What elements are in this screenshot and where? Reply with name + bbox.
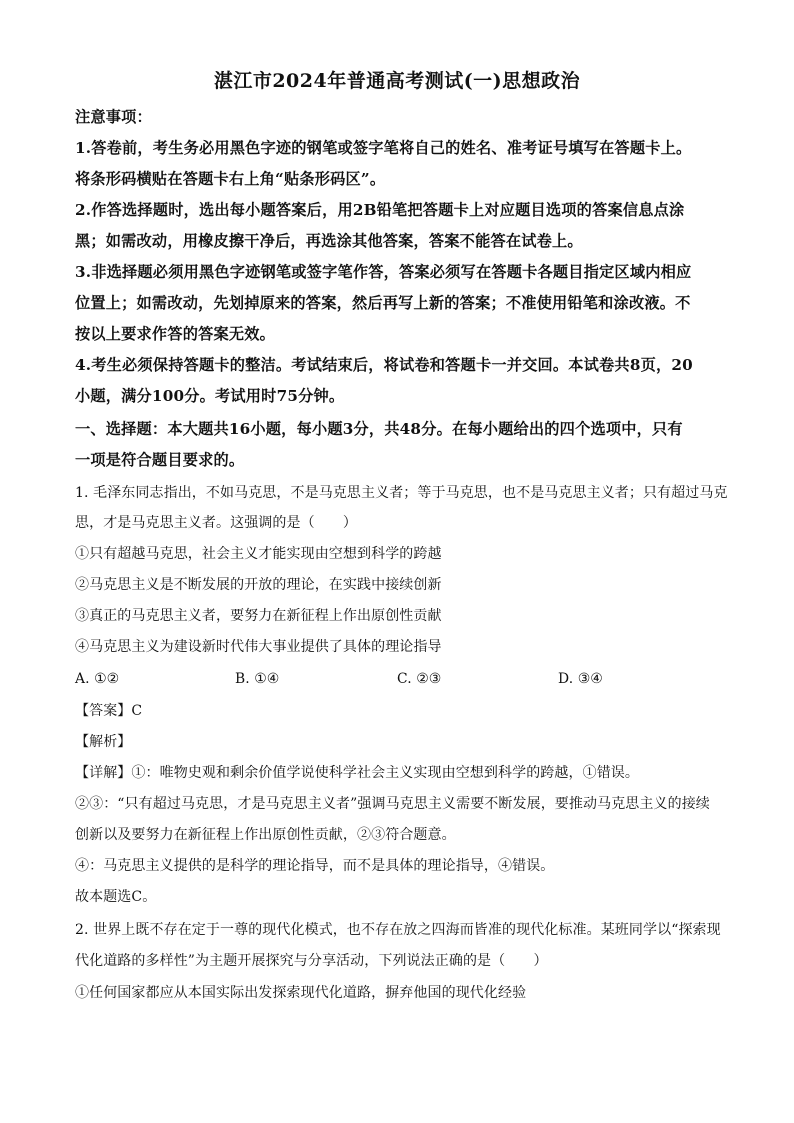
question-1-statement: ③真正的马克思主义者，要努力在新征程上作出原创性贡献 [75, 608, 442, 624]
question-2-stem: 代化道路的多样性”为主题开展探究与分享活动，下列说法正确的是（ ） [75, 953, 548, 969]
notice-line: 3.非选择题必须用黑色字迹钢笔或签字笔作答，答案必须写在答题卡各题目指定区域内相应 [75, 263, 692, 281]
answer-label: 【答案】C [75, 703, 143, 719]
notice-line: 小题，满分100分。考试用时75分钟。 [75, 387, 345, 405]
notice-line: 将条形码横贴在答题卡右上角“贴条形码区”。 [75, 170, 386, 188]
question-1-options [0, 668, 794, 690]
notice-line: 4.考生必须保持答题卡的整洁。考试结束后，将试卷和答题卡一并交回。本试卷共8页，20 [75, 356, 693, 374]
question-1-stem: 1. 毛泽东同志指出，不如马克思，不是马克思主义者；等于马克思，也不是马克思主义者；只有超过马克 [75, 485, 728, 501]
detail-line: 故本题选C。 [75, 889, 157, 905]
question-2-stem: 2. 世界上既不存在定于一尊的现代化模式，也不存在放之四海而皆准的现代化标准。某班同学以“探索现 [75, 922, 721, 938]
option-d: D. ③④ [558, 671, 603, 687]
notice-line: 位置上；如需改动，先划掉原来的答案，然后再写上新的答案；不准使用铅笔和涂改液。不 [75, 294, 691, 312]
detail-line: 【详解】①：唯物史观和剩余价值学说使科学社会主义实现由空想到科学的跨越，①错误。 [75, 765, 639, 781]
section-heading: 一项是符合题目要求的。 [75, 451, 245, 469]
notice-line: 1.答卷前，考生务必用黑色字迹的钢笔或签字笔将自己的姓名、准考证号填写在答题卡上。 [75, 139, 692, 157]
option-a: A. ①② [75, 671, 120, 687]
notice-line: 黑；如需改动，用橡皮擦干净后，再选涂其他答案，答案不能答在试卷上。 [75, 232, 583, 250]
notice-line: 2.作答选择题时，选出每小题答案后，用2B铅笔把答题卡上对应题目选项的答案信息点涂 [75, 201, 685, 219]
notice-line: 按以上要求作答的答案无效。 [75, 325, 276, 343]
option-b: B. ①④ [235, 671, 280, 687]
notice-heading: 注意事项： [75, 108, 152, 126]
analysis-label: 【解析】 [75, 734, 132, 750]
detail-line: 创新以及要努力在新征程上作出原创性贡献，②③符合题意。 [75, 827, 456, 843]
question-2-statement: ①任何国家都应从本国实际出发探索现代化道路，摒弃他国的现代化经验 [75, 985, 527, 1001]
detail-line: ④：马克思主义提供的是科学的理论指导，而不是具体的理论指导，④错误。 [75, 858, 555, 874]
question-1-statement: ④马克思主义为建设新时代伟大事业提供了具体的理论指导 [75, 639, 442, 655]
option-c: C. ②③ [397, 671, 442, 687]
question-1-statement: ②马克思主义是不断发展的开放的理论，在实践中接续创新 [75, 577, 442, 593]
detail-line: ②③：“只有超过马克思，才是马克思主义者”强调马克思主义需要不断发展，要推动马克思主义的接续 [75, 796, 710, 812]
question-1-statement: ①只有超越马克思，社会主义才能实现由空想到科学的跨越 [75, 546, 442, 562]
section-heading: 一、选择题：本大题共16小题，每小题3分，共48分。在每小题给出的四个选项中，只有 [75, 420, 683, 438]
page-title: 湛江市2024年普通高考测试(一)思想政治 [213, 70, 581, 92]
question-1-stem: 思，才是马克思主义者。这强调的是（ ） [75, 515, 357, 531]
